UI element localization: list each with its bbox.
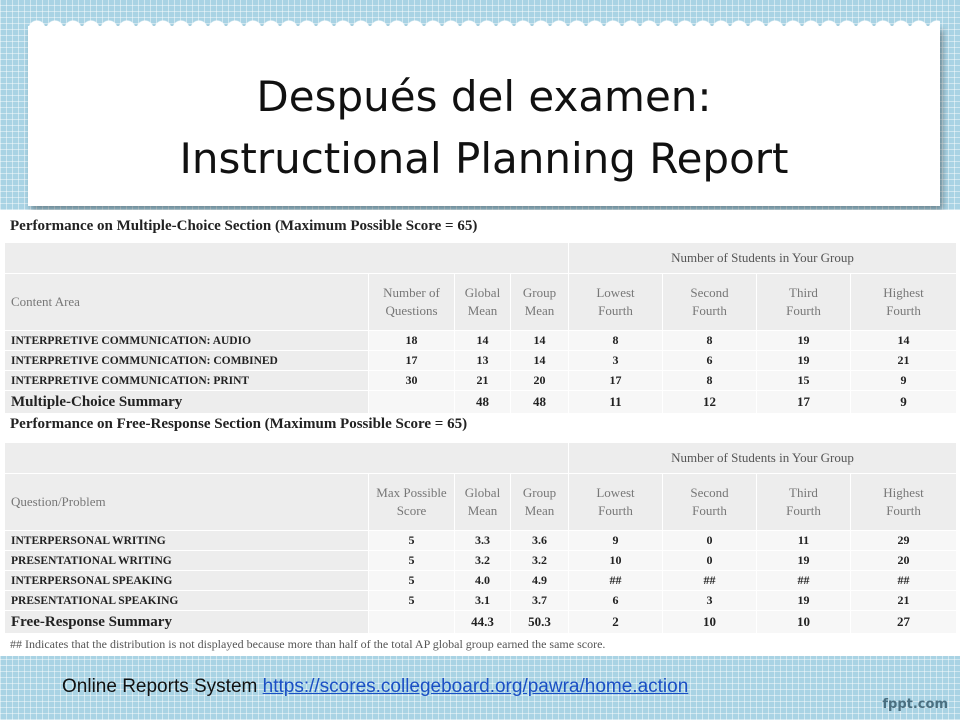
cell-highest-fourth: 9 [851, 371, 957, 391]
cell-third-fourth: 19 [757, 331, 851, 351]
fr-col-group-mean: Group Mean [511, 474, 569, 531]
cell-max-score: 5 [369, 571, 455, 591]
cell-second-fourth: ## [663, 571, 757, 591]
fr-col-highest-fourth: Highest Fourth [851, 474, 957, 531]
summary-label: Free-Response Summary [5, 611, 369, 634]
row-label: PRESENTATIONAL WRITING [5, 551, 369, 571]
fr-col-question: Question/Problem [5, 474, 369, 531]
table-row [5, 591, 957, 611]
mc-section-heading: Performance on Multiple-Choice Section (Maximum Possible Score = 65) [10, 218, 478, 234]
mc-col-content-area: Content Area [5, 274, 369, 331]
cell-group-mean: 20 [511, 371, 569, 391]
fr-table [4, 442, 957, 634]
cell-second-fourth: 6 [663, 351, 757, 371]
mc-group-header-spacer [5, 243, 569, 274]
mc-col-group-mean: Group Mean [511, 274, 569, 331]
cell-global-mean: 3.2 [455, 551, 511, 571]
cell-third-fourth: 19 [757, 351, 851, 371]
fr-section-heading: Performance on Free-Response Section (Maximum Possible Score = 65) [10, 416, 468, 432]
cell-group-mean: 3.2 [511, 551, 569, 571]
cell-lowest-fourth: 8 [569, 331, 663, 351]
fr-column-header-row [5, 474, 957, 531]
table-row [5, 551, 957, 571]
cell-group-mean: 3.7 [511, 591, 569, 611]
torn-paper-edge [28, 18, 940, 40]
cell-global-mean: 14 [455, 331, 511, 351]
cell-questions [369, 391, 455, 414]
instructional-planning-report [0, 210, 960, 656]
cell-third-fourth: 17 [757, 391, 851, 414]
cell-lowest-fourth: 6 [569, 591, 663, 611]
row-label: INTERPRETIVE COMMUNICATION: PRINT [5, 371, 369, 391]
footnote: ## Indicates that the distribution is not displayed because more than half of the total AP global group earned the same score. [10, 637, 606, 651]
cell-highest-fourth: 9 [851, 391, 957, 414]
cell-third-fourth: 19 [757, 591, 851, 611]
mc-col-lowest-fourth: Lowest Fourth [569, 274, 663, 331]
fr-col-lowest-fourth: Lowest Fourth [569, 474, 663, 531]
slide-title-line-1: Después del examen: [256, 72, 712, 121]
cell-global-mean: 44.3 [455, 611, 511, 634]
cell-second-fourth: 3 [663, 591, 757, 611]
cell-global-mean: 13 [455, 351, 511, 371]
mc-col-highest-fourth: Highest Fourth [851, 274, 957, 331]
cell-global-mean: 4.0 [455, 571, 511, 591]
cell-max-score [369, 611, 455, 634]
cell-group-mean: 14 [511, 351, 569, 371]
table-row [5, 571, 957, 591]
fr-col-max-score: Max Possible Score [369, 474, 455, 531]
cell-group-mean: 50.3 [511, 611, 569, 634]
fr-col-third-fourth: Third Fourth [757, 474, 851, 531]
mc-col-questions: Number of Questions [369, 274, 455, 331]
cell-questions: 17 [369, 351, 455, 371]
cell-second-fourth: 0 [663, 531, 757, 551]
mc-col-second-fourth: Second Fourth [663, 274, 757, 331]
cell-second-fourth: 0 [663, 551, 757, 571]
cell-highest-fourth: 27 [851, 611, 957, 634]
fr-group-header-spacer [5, 443, 569, 474]
row-label: INTERPERSONAL WRITING [5, 531, 369, 551]
footer-label: Online Reports System [62, 676, 263, 697]
cell-third-fourth: ## [757, 571, 851, 591]
cell-global-mean: 21 [455, 371, 511, 391]
title-card [28, 26, 940, 206]
cell-max-score: 5 [369, 551, 455, 571]
cell-lowest-fourth: 11 [569, 391, 663, 414]
cell-group-mean: 4.9 [511, 571, 569, 591]
cell-third-fourth: 15 [757, 371, 851, 391]
cell-highest-fourth: 21 [851, 351, 957, 371]
fr-group-header-row [5, 443, 957, 474]
cell-third-fourth: 10 [757, 611, 851, 634]
row-label: INTERPRETIVE COMMUNICATION: COMBINED [5, 351, 369, 371]
cell-global-mean: 3.3 [455, 531, 511, 551]
cell-highest-fourth: 20 [851, 551, 957, 571]
table-row [5, 531, 957, 551]
cell-highest-fourth: ## [851, 571, 957, 591]
mc-col-third-fourth: Third Fourth [757, 274, 851, 331]
summary-row [5, 391, 957, 414]
mc-group-header: Number of Students in Your Group [569, 243, 957, 274]
mc-column-header-row [5, 274, 957, 331]
cell-lowest-fourth: 17 [569, 371, 663, 391]
cell-third-fourth: 19 [757, 551, 851, 571]
cell-questions: 18 [369, 331, 455, 351]
slide-title-line-2: Instructional Planning Report [179, 134, 789, 183]
mc-col-global-mean: Global Mean [455, 274, 511, 331]
summary-row [5, 611, 957, 634]
cell-questions: 30 [369, 371, 455, 391]
cell-group-mean: 14 [511, 331, 569, 351]
fr-group-header: Number of Students in Your Group [569, 443, 957, 474]
cell-max-score: 5 [369, 591, 455, 611]
online-reports-link[interactable]: https://scores.collegeboard.org/pawra/home.action [262, 676, 689, 697]
table-row [5, 351, 957, 371]
cell-group-mean: 48 [511, 391, 569, 414]
fr-col-second-fourth: Second Fourth [663, 474, 757, 531]
cell-second-fourth: 8 [663, 331, 757, 351]
row-label: INTERPRETIVE COMMUNICATION: AUDIO [5, 331, 369, 351]
table-row [5, 331, 957, 351]
mc-group-header-row [5, 243, 957, 274]
cell-highest-fourth: 21 [851, 591, 957, 611]
table-row [5, 371, 957, 391]
cell-global-mean: 48 [455, 391, 511, 414]
row-label: INTERPERSONAL SPEAKING [5, 571, 369, 591]
brand-watermark: fppt.com [882, 697, 948, 712]
cell-global-mean: 3.1 [455, 591, 511, 611]
cell-max-score: 5 [369, 531, 455, 551]
cell-lowest-fourth: 2 [569, 611, 663, 634]
cell-lowest-fourth: 9 [569, 531, 663, 551]
fr-col-global-mean: Global Mean [455, 474, 511, 531]
row-label: PRESENTATIONAL SPEAKING [5, 591, 369, 611]
cell-second-fourth: 8 [663, 371, 757, 391]
cell-highest-fourth: 29 [851, 531, 957, 551]
cell-second-fourth: 10 [663, 611, 757, 634]
mc-table [4, 242, 957, 414]
summary-label: Multiple-Choice Summary [5, 391, 369, 414]
cell-group-mean: 3.6 [511, 531, 569, 551]
cell-second-fourth: 12 [663, 391, 757, 414]
cell-lowest-fourth: ## [569, 571, 663, 591]
cell-highest-fourth: 14 [851, 331, 957, 351]
cell-third-fourth: 11 [757, 531, 851, 551]
cell-lowest-fourth: 10 [569, 551, 663, 571]
cell-lowest-fourth: 3 [569, 351, 663, 371]
footer [62, 676, 688, 698]
